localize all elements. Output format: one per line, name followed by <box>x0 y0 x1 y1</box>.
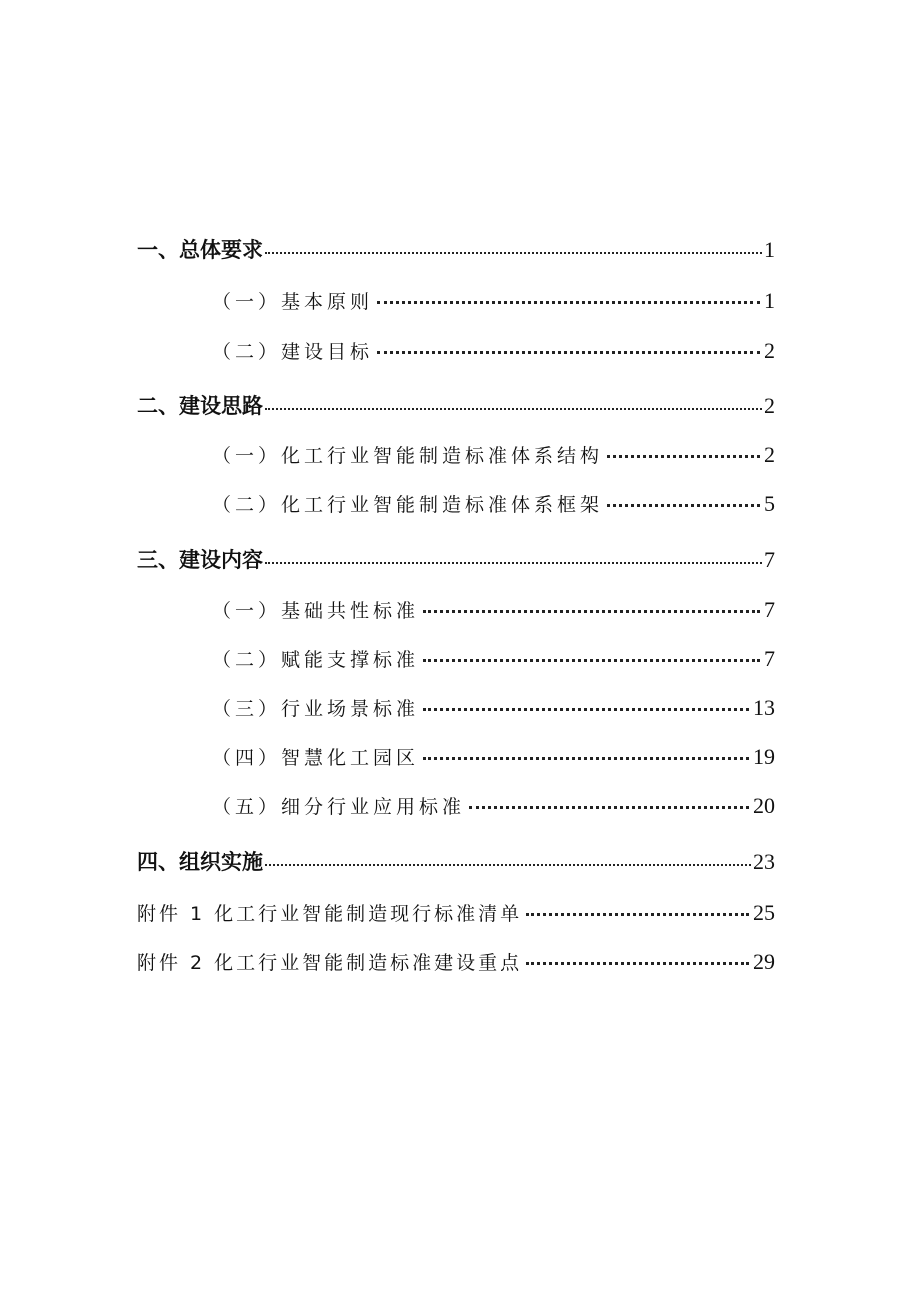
toc-item-title: （一）化工行业智能制造标准体系结构 <box>212 445 604 467</box>
toc-page-number: 7 <box>764 547 775 572</box>
toc-entry-3-3[interactable] <box>212 694 775 721</box>
toc-page-number: 1 <box>764 288 775 313</box>
toc-page-number: 5 <box>764 491 775 516</box>
toc-page-number: 29 <box>753 949 775 974</box>
toc-page-number: 13 <box>753 695 775 720</box>
toc-section-title: 四、组织实施 <box>137 850 263 874</box>
toc-item-title: （二）赋能支撑标准 <box>212 649 420 671</box>
toc-section-title: 三、建设内容 <box>137 548 263 572</box>
toc-entry-section-4[interactable] <box>137 846 775 876</box>
dot-leader <box>423 754 749 760</box>
toc-entry-1-2[interactable] <box>212 337 775 364</box>
dot-leader <box>469 803 749 809</box>
dot-leader <box>377 348 760 354</box>
toc-entry-appendix-1[interactable] <box>137 899 775 926</box>
toc-entry-3-1[interactable] <box>212 596 775 623</box>
toc-page-number: 2 <box>764 442 775 467</box>
toc-item-title: （一）基础共性标准 <box>212 600 420 622</box>
dot-leader <box>265 560 762 564</box>
dot-leader <box>423 607 760 613</box>
dot-leader <box>265 406 762 410</box>
toc-entry-section-1[interactable] <box>137 234 775 264</box>
toc-item-title: （一）基本原则 <box>212 291 374 313</box>
dot-leader <box>526 959 749 965</box>
toc-entry-2-2[interactable] <box>212 490 775 517</box>
toc-appendix-title: 附件 2 化工行业智能制造标准建设重点 <box>137 952 523 974</box>
toc-entry-section-2[interactable] <box>137 390 775 420</box>
toc-item-title: （四）智慧化工园区 <box>212 747 420 769</box>
toc-item-title: （二）化工行业智能制造标准体系框架 <box>212 494 604 516</box>
toc-item-title: （三）行业场景标准 <box>212 698 420 720</box>
toc-page-number: 7 <box>764 646 775 671</box>
toc-page-number: 1 <box>764 237 775 262</box>
toc-entry-3-2[interactable] <box>212 645 775 672</box>
toc-page-number: 19 <box>753 744 775 769</box>
dot-leader <box>607 452 760 458</box>
toc-entry-3-5[interactable] <box>212 792 775 819</box>
toc-entry-1-1[interactable] <box>212 287 775 314</box>
toc-section-title: 一、总体要求 <box>137 238 263 262</box>
toc-page-number: 25 <box>753 900 775 925</box>
toc-page-number: 2 <box>764 338 775 363</box>
dot-leader <box>377 298 760 304</box>
toc-item-title: （二）建设目标 <box>212 341 374 363</box>
dot-leader <box>265 862 751 866</box>
toc-entry-section-3[interactable] <box>137 544 775 574</box>
dot-leader <box>526 910 749 916</box>
toc-item-title: （五）细分行业应用标准 <box>212 796 466 818</box>
dot-leader <box>607 501 760 507</box>
toc-page-number: 20 <box>753 793 775 818</box>
toc-entry-3-4[interactable] <box>212 743 775 770</box>
toc-page-number: 7 <box>764 597 775 622</box>
dot-leader <box>423 705 749 711</box>
dot-leader <box>423 656 760 662</box>
toc-page-number: 2 <box>764 393 775 418</box>
toc-appendix-title: 附件 1 化工行业智能制造现行标准清单 <box>137 903 523 925</box>
toc-page-number: 23 <box>753 849 775 874</box>
dot-leader <box>265 250 762 254</box>
toc-section-title: 二、建设思路 <box>137 394 263 418</box>
toc-entry-2-1[interactable] <box>212 441 775 468</box>
toc-entry-appendix-2[interactable] <box>137 948 775 975</box>
